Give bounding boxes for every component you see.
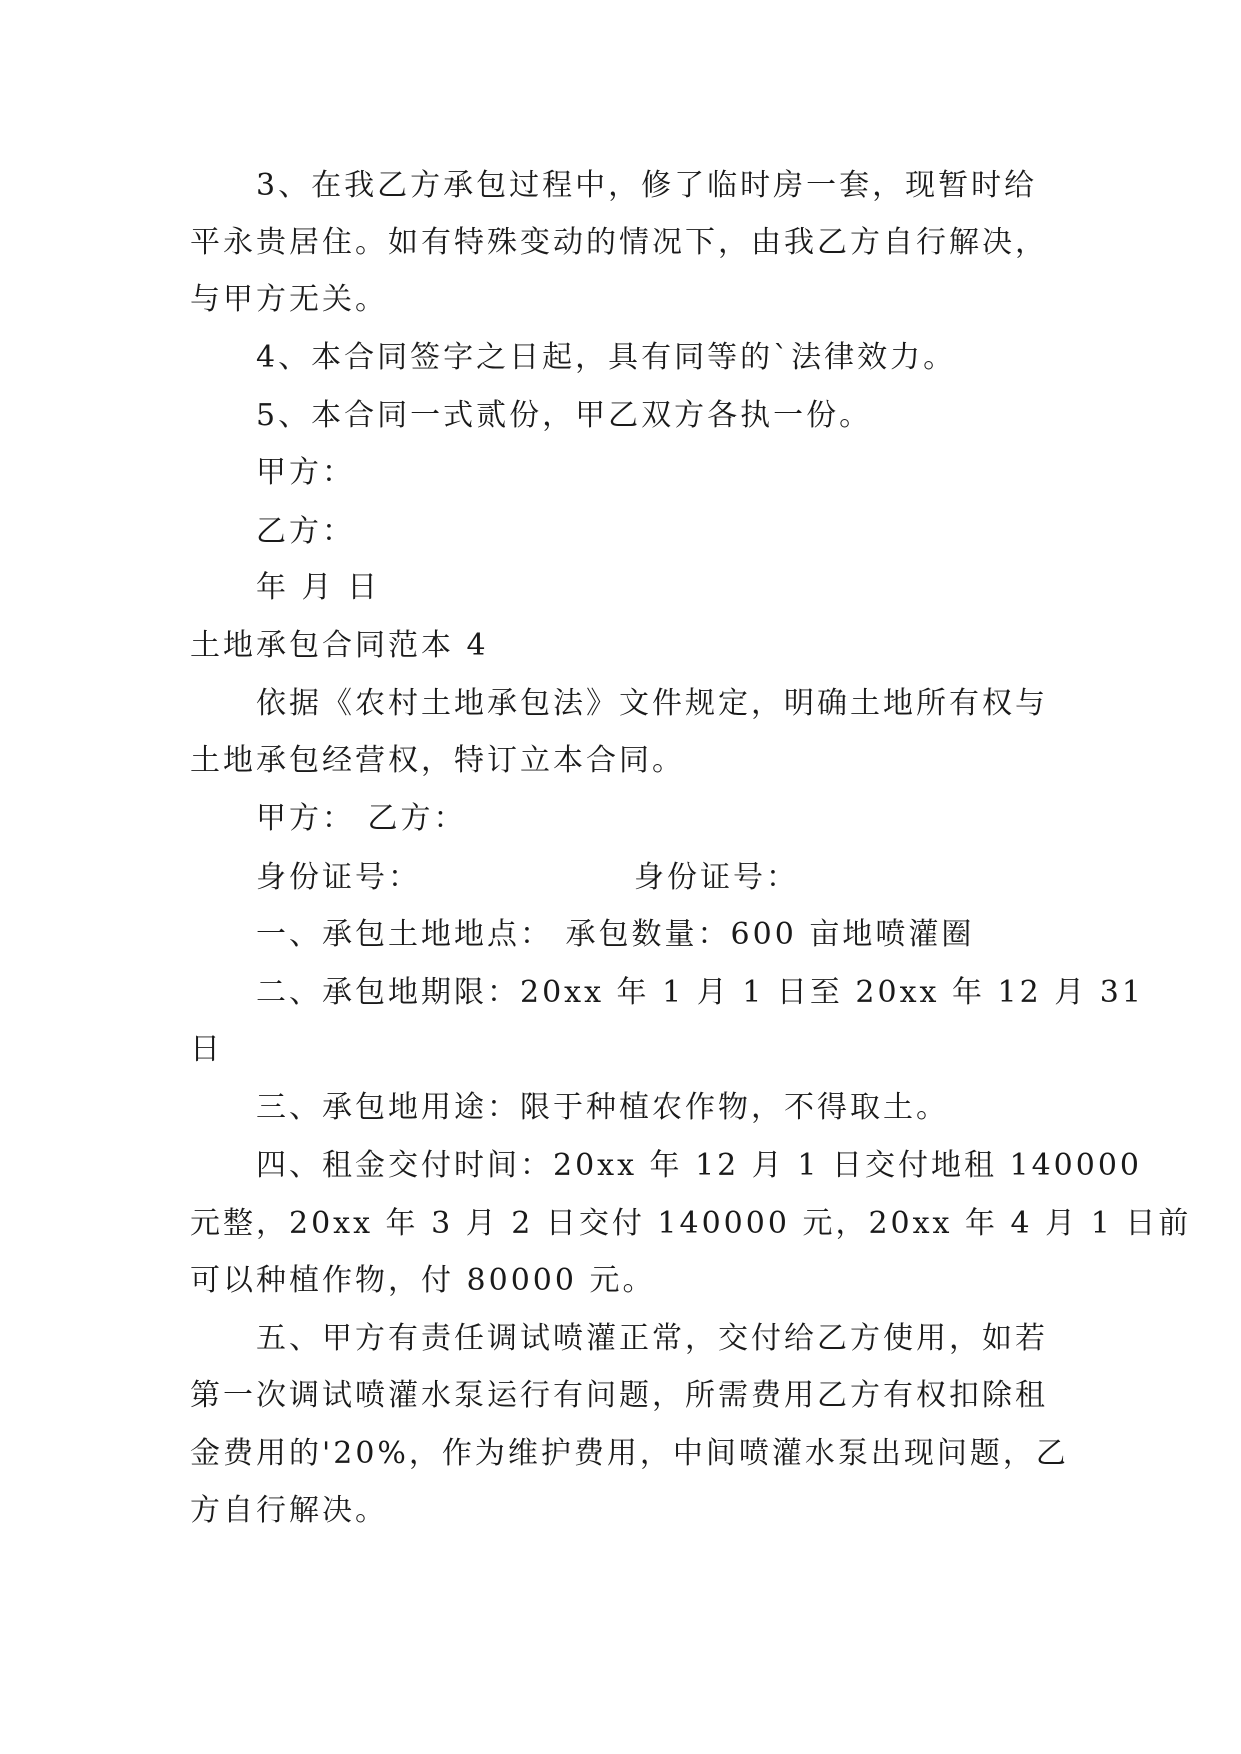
clause-1: 一、承包土地地点： 承包数量：600 亩地喷灌圈: [256, 917, 975, 952]
clause-3: 三、承包地用途：限于种植农作物，不得取土。: [256, 1090, 949, 1125]
signature-label-party-b: 乙方：: [256, 514, 355, 549]
clause-4: 四、租金交付时间：20xx 年 12 月 1 日交付地租 140000: [256, 1148, 1143, 1183]
paragraph-line: 3、在我乙方承包过程中，修了临时房一套，现暂时给: [256, 168, 1038, 203]
clause-4-continued: 可以种植作物，付 80000 元。: [190, 1263, 656, 1298]
clause-5: 五、甲方有责任调试喷灌正常，交付给乙方使用，如若: [256, 1321, 1048, 1356]
clause-5-continued: 金费用的'20%，作为维护费用，中间喷灌水泵出现问题，乙: [190, 1436, 1069, 1471]
section-heading: 土地承包合同范本 4: [190, 628, 489, 663]
paragraph-line: 与甲方无关。: [190, 282, 388, 317]
paragraph-line: 依据《农村土地承包法》文件规定，明确土地所有权与: [256, 686, 1048, 721]
paragraph-line: 4、本合同签字之日起，具有同等的`法律效力。: [256, 340, 957, 375]
party-labels: 甲方： 乙方：: [256, 801, 467, 836]
paragraph-line: 土地承包经营权，特订立本合同。: [190, 743, 685, 778]
clause-2: 二、承包地期限：20xx 年 1 月 1 日至 20xx 年 12 月 31: [256, 975, 1144, 1010]
clause-2-continued: 日: [190, 1032, 223, 1067]
paragraph-line: 平永贵居住。如有特殊变动的情况下，由我乙方自行解决，: [190, 225, 1048, 260]
clause-4-continued: 元整，20xx 年 3 月 2 日交付 140000 元，20xx 年 4 月 1 日前: [190, 1206, 1192, 1241]
id-number-label-party-a: 身份证号：: [256, 860, 421, 895]
clause-5-continued: 方自行解决。: [190, 1493, 388, 1528]
signature-label-party-a: 甲方：: [256, 455, 355, 490]
clause-5-continued: 第一次调试喷灌水泵运行有问题，所需费用乙方有权扣除租: [190, 1378, 1048, 1413]
paragraph-line: 5、本合同一式贰份，甲乙双方各执一份。: [256, 398, 873, 433]
id-number-label-party-b: 身份证号：: [634, 860, 799, 895]
date-line: 年 月 日: [256, 570, 381, 605]
